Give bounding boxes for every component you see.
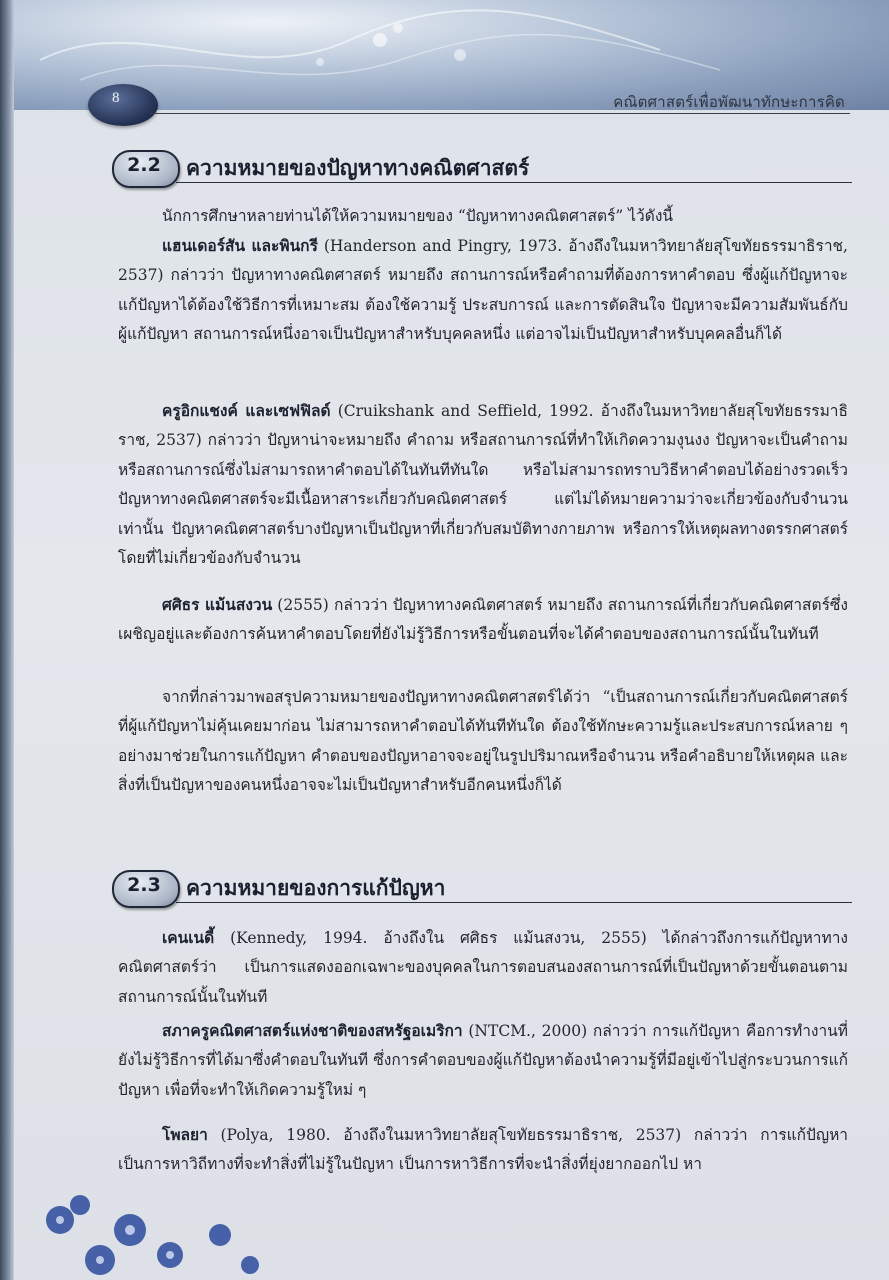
page-binding-edge — [0, 0, 14, 1280]
paragraph-sasithorn — [118, 590, 848, 650]
author-name: ศศิธร แม้นสงวน — [162, 595, 273, 614]
paragraph-handerson — [118, 231, 848, 350]
paragraph-text: (NTCM., 2000) กล่าวว่า การแก้ปัญหา คือการทำงานที่ยังไม่รู้วิธีการที่ได้มาซึ่งคำตอบในทันที ซึ่งการคำตอบของผู้แก้ปัญหาต้องนำความรู้ที่มีอยู่เข้าไปสู่กระบวนการแก้ปัญหา เพื่อที่จะทำให้เกิดความรู้ใหม่ ๆ — [118, 1022, 848, 1099]
section-divider — [176, 902, 852, 903]
paragraph-text: (Kennedy, 1994. อ้างถึงใน ศศิธร แม้นสงวน, 2555) ได้กล่าวถึงการแก้ปัญหาทางคณิตศาสตร์ว่า เป็นการแสดงออกเฉพาะของบุคคลในการตอบสนองสถานการณ์ที่เป็นปัญหาด้วยขั้นตอนตามสถานการณ์นั้นในทันที — [118, 929, 848, 1006]
running-header-title: คณิตศาสตร์เพื่อพัฒนาทักษะการคิด — [613, 93, 845, 111]
section-title: ความหมายของการแก้ปัญหา — [186, 876, 446, 900]
section-title: ความหมายของปัญหาทางคณิตศาสตร์ — [186, 156, 530, 180]
paragraph-text: (Cruikshank and Seffield, 1992. อ้างถึงในมหาวิทยาลัยสุโขทัยธรรมาธิราช, 2537) กล่าวว่า ปัญหาน่าจะหมายถึง คำถาม หรือสถานการณ์ที่ทำให้เกิดความงุนงง ปัญหาจะเป็นคำถามหรือสถานการณ์ซึ่งไม่สามารถหาคำตอบได้ในทันทีทันใด หรือไม่สามารถทราบวิธีหาคำตอบได้อย่างรวดเร็ว ปัญหาทางคณิตศาสตร์จะมีเนื้อหาสาระเกี่ยวกับคณิตศาสตร์ แต่ไม่ได้หมายความว่าจะเกี่ยวข้องกับจำนวนเท่านั้น ปัญหาคณิตศาสตร์บางปัญหาเป็นปัญหาที่เกี่ยวกับสมบัติทางกายภาพ หรือการให้เหตุผลทางตรรกศาสตร์ โดยที่ไม่เกี่ยวข้องกับจำนวน — [118, 402, 848, 568]
paragraph-cruikshank — [118, 396, 848, 573]
paragraph-ntcm — [118, 1016, 848, 1105]
section-number: 2.2 — [127, 154, 161, 176]
page-number-badge — [88, 84, 158, 126]
author-name: เคนเนดี้ — [162, 928, 215, 947]
section-heading-2-3 — [112, 868, 852, 908]
paragraph-kennedy — [118, 923, 848, 1012]
author-name: ครูอิกแชงค์ และเซฟฟิลด์ — [162, 401, 331, 420]
paragraph-text: (Polya, 1980. อ้างถึงในมหาวิทยาลัยสุโขทัยธรรมาธิราช, 2537) กล่าวว่า การแก้ปัญหาเป็นการหาวิถีทางที่จะทำสิ่งที่ไม่รู้ในปัญหา เป็นการหาวิธีการที่จะนำสิ่งที่ยุ่งยากออกไป หา — [118, 1126, 848, 1174]
decorative-flowers-graphic — [20, 1175, 280, 1280]
author-name: สภาครูคณิตศาสตร์แห่งชาติของสหรัฐอเมริกา — [162, 1021, 463, 1040]
author-name: โพลยา — [162, 1125, 208, 1144]
paragraph-summary — [118, 683, 848, 801]
header-divider — [150, 113, 850, 114]
author-name: แฮนเดอร์สัน และพินกรี — [162, 236, 318, 255]
page-number: 8 — [112, 90, 120, 106]
paragraph-text: (2555) กล่าวว่า ปัญหาทางคณิตศาสตร์ หมายถึง สถานการณ์ที่เกี่ยวกับคณิตศาสตร์ซึ่งเผชิญอยู่และต้องการค้นหาคำตอบโดยที่ยังไม่รู้วิธีการหรือขั้นตอนที่จะได้คำตอบของสถานการณ์นั้นในทันที — [118, 596, 848, 644]
paragraph-text: จากที่กล่าวมาพอสรุปความหมายของปัญหาทางคณิตศาสตร์ได้ว่า “เป็นสถานการณ์เกี่ยวกับคณิตศาสตร์ที่ผู้แก้ปัญหาไม่คุ้นเคยมาก่อน ไม่สามารถหาคำตอบได้ทันทีทันใด ต้องใช้ทักษะความรู้และประสบการณ์หลาย ๆ อย่างมาช่วยในการแก้ปัญหา คำตอบของปัญหาอาจจะอยู่ในรูปปริมาณหรือจำนวน หรือคำอธิบายให้เหตุผล และสิ่งที่เป็นปัญหาของคนหนึ่งอาจจะไม่เป็นปัญหาสำหรับอีกคนหนึ่งก็ได้ — [118, 688, 848, 795]
section-divider — [176, 182, 852, 183]
paragraph-intro: นักการศึกษาหลายท่านได้ให้ความหมายของ “ปัญหาทางคณิตศาสตร์” ไว้ดังนี้ — [162, 207, 673, 225]
section-heading-2-2 — [112, 148, 852, 188]
paragraph-text: (Handerson and Pingry, 1973. อ้างถึงในมหาวิทยาลัยสุโขทัยธรรมาธิราช, 2537) กล่าวว่า ปัญหาทางคณิตศาสตร์ หมายถึง สถานการณ์หรือคำถามที่ต้องการหาคำตอบ ซึ่งผู้แก้ปัญหาจะแก้ปัญหาได้ต้องใช้วิธีการที่เหมาะสม ต้องใช้ความรู้ ประสบการณ์ และการตัดสินใจ ปัญหาจะมีความสัมพันธ์กับผู้แก้ปัญหา สถานการณ์หนึ่งอาจเป็นปัญหาสำหรับบุคคลหนึ่ง แต่อาจไม่เป็นปัญหาสำหรับบุคคลอื่นก็ได้ — [118, 237, 848, 344]
paragraph-polya — [118, 1120, 848, 1180]
section-number: 2.3 — [127, 874, 161, 896]
